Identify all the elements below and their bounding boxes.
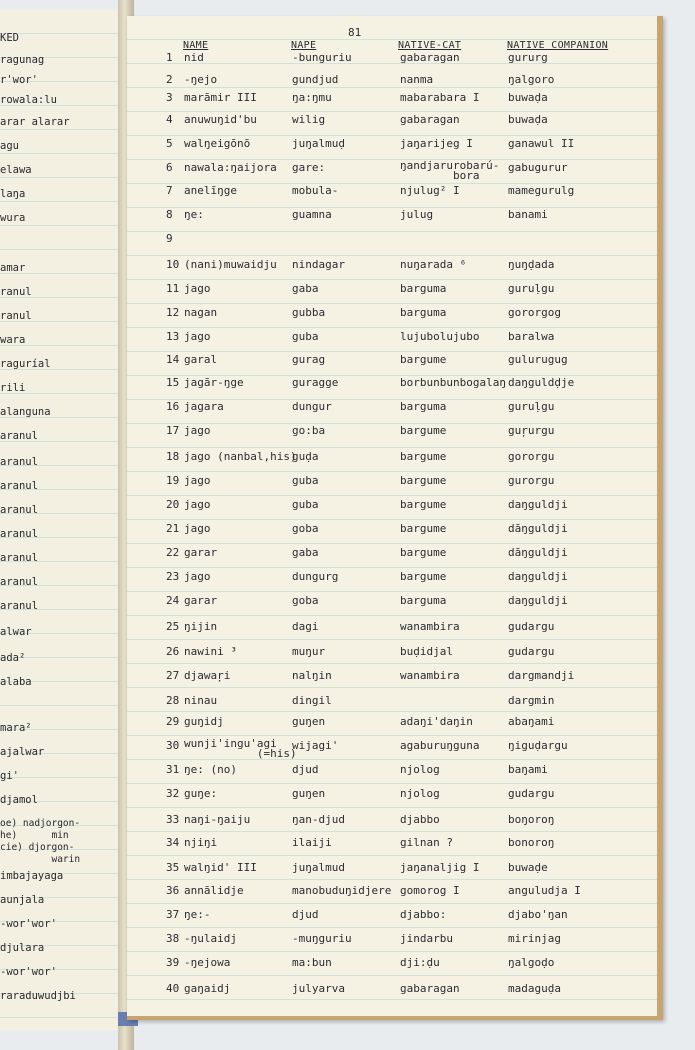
nape-cell: muŋur xyxy=(292,645,326,658)
name-cell: jago xyxy=(184,474,211,487)
native-companion-cell: gororgu xyxy=(508,450,555,463)
table-row xyxy=(0,232,695,252)
table-row xyxy=(0,763,695,783)
table-row xyxy=(0,91,695,111)
row-number: 27 xyxy=(166,669,180,682)
name-cell: garal xyxy=(184,353,218,366)
name-cell: walŋid' III xyxy=(184,861,257,874)
row-number: 39 xyxy=(166,956,180,969)
table-row xyxy=(0,836,695,856)
left-page-word: aranul xyxy=(0,552,38,564)
name-cell: nagan xyxy=(184,306,218,319)
table-row xyxy=(0,498,695,518)
row-number: 6 xyxy=(166,161,173,174)
table-row xyxy=(0,522,695,542)
left-page-word: aranul xyxy=(0,430,38,442)
left-page-word: agu xyxy=(0,140,19,152)
native-companion-cell: bonoroŋ xyxy=(508,836,555,849)
nape-cell: goba xyxy=(292,522,319,535)
native-companion-cell: ŋiguḍargu xyxy=(508,739,568,752)
nape-cell: djud xyxy=(292,908,319,921)
left-page-word: arar alarar xyxy=(0,116,70,128)
native-cat-cell: barguma xyxy=(400,594,447,607)
nape-cell: julyarva xyxy=(292,982,345,995)
name-cell: -ŋejowa xyxy=(184,956,231,969)
table-row xyxy=(0,113,695,133)
table-row xyxy=(0,450,695,470)
row-number: 21 xyxy=(166,522,180,535)
name-cell: jago xyxy=(184,570,211,583)
native-companion-cell: gororgog xyxy=(508,306,561,319)
nape-cell: guragge xyxy=(292,376,339,389)
left-page-word: aranul xyxy=(0,600,38,612)
row-number: 19 xyxy=(166,474,180,487)
name-cell: djawaŗi xyxy=(184,669,231,682)
nape-cell: ilaiji xyxy=(292,836,332,849)
nape-cell: juŋalmud xyxy=(292,861,345,874)
nape-cell: guba xyxy=(292,330,319,343)
row-number: 25 xyxy=(166,620,180,633)
native-companion-cell: ŋuŋḍada xyxy=(508,258,555,271)
nape-cell: manobuduŋidjere xyxy=(292,884,392,897)
native-cat-cell: njulug² I xyxy=(400,184,460,197)
row-number: 12 xyxy=(166,306,180,319)
name-cell: (nani)muwaidju xyxy=(184,258,277,271)
nape-cell: guŋen xyxy=(292,787,326,800)
name-cell: jago xyxy=(184,522,211,535)
native-cat-cell: djabbo: xyxy=(400,908,447,921)
row-number: 16 xyxy=(166,400,180,413)
row-number: 7 xyxy=(166,184,173,197)
row-number: 33 xyxy=(166,813,180,826)
name-cell: anelīŋge xyxy=(184,184,237,197)
row-number: 37 xyxy=(166,908,180,921)
table-row xyxy=(0,282,695,302)
left-page-word: alaba xyxy=(0,676,32,688)
native-companion-cell: gabugurur xyxy=(508,161,568,174)
native-cat-cell: ŋandjarurobarú- bora xyxy=(400,159,500,182)
table-row xyxy=(0,956,695,976)
left-page-word: aranul xyxy=(0,576,38,588)
native-cat-cell: djabbo xyxy=(400,813,440,826)
name-cell: wunji'ingu'agi (=his) xyxy=(184,737,297,760)
name-cell: -ŋulaidj xyxy=(184,932,237,945)
left-page-word: -wor'wor' xyxy=(0,966,57,978)
table-row xyxy=(0,739,695,759)
name-cell: njiŋi xyxy=(184,836,218,849)
left-page-word: aranul xyxy=(0,504,38,516)
left-page-word: wara xyxy=(0,334,26,346)
left-page-word: -wor'wor' xyxy=(0,918,57,930)
native-companion-cell: gudargu xyxy=(508,787,555,800)
native-cat-cell: bargume xyxy=(400,570,447,583)
native-cat-cell: jaŋanaljig I xyxy=(400,861,480,874)
native-companion-cell: madaguḍa xyxy=(508,982,561,995)
native-cat-cell: nanma xyxy=(400,73,434,86)
row-number: 26 xyxy=(166,645,180,658)
native-companion-cell: buwaḍa xyxy=(508,91,548,104)
left-page-word: imbajayaga xyxy=(0,870,64,882)
left-page-word: mara² xyxy=(0,722,32,734)
left-page-word: alwar xyxy=(0,626,32,638)
table-row xyxy=(0,208,695,228)
name-cell: jago xyxy=(184,498,211,511)
name-cell: guŋe: xyxy=(184,787,218,800)
left-page-word: raguríal xyxy=(0,358,51,370)
table-row xyxy=(0,353,695,373)
native-companion-cell: dāŋguldji xyxy=(508,546,568,559)
row-number: 8 xyxy=(166,208,173,221)
native-cat-cell: nuŋarada ⁶ xyxy=(400,258,467,271)
native-companion-cell: guruḷgu xyxy=(508,400,555,413)
row-number: 35 xyxy=(166,861,180,874)
native-companion-cell: mamegurulg xyxy=(508,184,575,197)
nape-cell: gaba xyxy=(292,546,319,559)
row-number: 20 xyxy=(166,498,180,511)
table-row xyxy=(0,258,695,278)
native-companion-cell: anguludja I xyxy=(508,884,581,897)
table-row xyxy=(0,73,695,93)
row-number: 13 xyxy=(166,330,180,343)
table-row xyxy=(0,861,695,881)
left-page-word: rili xyxy=(0,382,26,394)
native-companion-cell: daŋguldji xyxy=(508,570,568,583)
nape-cell: nalŋin xyxy=(292,669,332,682)
name-cell: guŋidj xyxy=(184,715,224,728)
name-cell: -ŋejo xyxy=(184,73,218,86)
table-row xyxy=(0,570,695,590)
native-companion-cell: mirinjag xyxy=(508,932,561,945)
name-cell: jago xyxy=(184,282,211,295)
table-row xyxy=(0,669,695,689)
name-cell: garar xyxy=(184,594,218,607)
row-number: 40 xyxy=(166,982,180,995)
native-cat-cell: barguma xyxy=(400,400,447,413)
native-cat-cell: wanambira xyxy=(400,669,460,682)
name-cell: nawala:ŋaijora xyxy=(184,161,277,174)
native-cat-cell: gabaragan xyxy=(400,113,460,126)
nape-cell: gurag xyxy=(292,353,326,366)
table-row xyxy=(0,306,695,326)
name-cell: jago xyxy=(184,330,211,343)
row-number: 29 xyxy=(166,715,180,728)
native-companion-cell: djabo'ŋan xyxy=(508,908,568,921)
native-companion-cell: gururg xyxy=(508,51,548,64)
nape-cell: gubba xyxy=(292,306,326,319)
name-cell: anuwuŋid'bu xyxy=(184,113,257,126)
nape-cell: guḍa xyxy=(292,450,319,463)
table-row xyxy=(0,474,695,494)
row-number: 5 xyxy=(166,137,173,150)
name-cell: gaŋaidj xyxy=(184,982,231,995)
nape-cell: gundjud xyxy=(292,73,339,86)
native-companion-cell: banami xyxy=(508,208,548,221)
row-number: 34 xyxy=(166,836,180,849)
name-cell: jagār-ŋge xyxy=(184,376,244,389)
nape-cell: dagi xyxy=(292,620,319,633)
left-page-word: ada² xyxy=(0,652,26,664)
name-cell: jagara xyxy=(184,400,224,413)
left-page-word: aunjala xyxy=(0,894,45,906)
native-companion-cell: daŋguldji xyxy=(508,498,568,511)
native-cat-cell: barguma xyxy=(400,306,447,319)
native-cat-cell: mabarabara I xyxy=(400,91,480,104)
nape-cell: go:ba xyxy=(292,424,326,437)
row-number: 31 xyxy=(166,763,180,776)
header-name: NAME xyxy=(183,40,209,51)
nape-cell: dungurg xyxy=(292,570,339,583)
table-row xyxy=(0,376,695,396)
table-row xyxy=(0,787,695,807)
table-row xyxy=(0,932,695,952)
row-number: 9 xyxy=(166,232,173,245)
native-companion-cell: dargmandji xyxy=(508,669,575,682)
left-page-word: ajalwar xyxy=(0,746,45,758)
native-cat-cell: jindarbu xyxy=(400,932,453,945)
left-page-word: aranul xyxy=(0,456,38,468)
native-cat-cell: dji:ḍu xyxy=(400,956,440,969)
native-companion-cell: boŋoroŋ xyxy=(508,813,555,826)
nape-cell: guba xyxy=(292,498,319,511)
table-row xyxy=(0,982,695,1002)
native-companion-cell: daŋguldḍje xyxy=(508,376,575,389)
native-cat-cell: lujubolujubo xyxy=(400,330,480,343)
nape-cell: wilig xyxy=(292,113,326,126)
native-companion-cell: guŗurgu xyxy=(508,424,555,437)
left-page-word: raraduwudjbi xyxy=(0,990,76,1002)
native-companion-cell: ganawul II xyxy=(508,137,575,150)
name-cell: ninau xyxy=(184,694,218,707)
nape-cell: goba xyxy=(292,594,319,607)
left-page-word: ranul xyxy=(0,286,32,298)
native-cat-cell: bargume xyxy=(400,424,447,437)
left-page-word: r'wor' xyxy=(0,74,38,86)
name-cell: garar xyxy=(184,546,218,559)
native-cat-cell: gabaragan xyxy=(400,982,460,995)
name-cell: nid xyxy=(184,51,204,64)
native-companion-cell: dāŋguldji xyxy=(508,522,568,535)
native-cat-cell: bargume xyxy=(400,522,447,535)
row-number: 24 xyxy=(166,594,180,607)
name-cell: ŋe: xyxy=(184,208,204,221)
table-row xyxy=(0,330,695,350)
row-number: 10 xyxy=(166,258,180,271)
table-row xyxy=(0,424,695,444)
left-page-word: gi' xyxy=(0,770,19,782)
nape-cell: gaba xyxy=(292,282,319,295)
nape-cell: mobula- xyxy=(292,184,339,197)
native-companion-cell: gurorgu xyxy=(508,474,555,487)
nape-cell: dingil xyxy=(292,694,332,707)
name-cell: marāmir III xyxy=(184,91,257,104)
native-cat-cell: barguma xyxy=(400,282,447,295)
row-number: 22 xyxy=(166,546,180,559)
left-page-word: KED xyxy=(0,32,19,44)
page-number: 81 xyxy=(348,26,362,39)
nape-cell: nindagar xyxy=(292,258,345,271)
native-cat-cell: julug xyxy=(400,208,434,221)
native-companion-cell: ŋalgoro xyxy=(508,73,555,86)
left-page-word: elawa xyxy=(0,164,32,176)
nape-cell: guamna xyxy=(292,208,332,221)
native-companion-cell: baŋami xyxy=(508,763,548,776)
left-page-word: oe) nadjorgon- he) min cie) djorgon- warin xyxy=(0,818,81,865)
native-cat-cell: gomorog I xyxy=(400,884,460,897)
left-page-word: alanguna xyxy=(0,406,51,418)
row-number: 2 xyxy=(166,73,173,86)
left-page-word: djulara xyxy=(0,942,45,954)
table-row xyxy=(0,645,695,665)
header-nape: NAPE xyxy=(291,40,317,51)
table-row xyxy=(0,51,695,71)
native-cat-cell: bargume xyxy=(400,474,447,487)
left-page-word: aranul xyxy=(0,528,38,540)
name-cell: jago xyxy=(184,424,211,437)
table-row xyxy=(0,813,695,833)
native-companion-cell: gulurugug xyxy=(508,353,568,366)
row-number: 38 xyxy=(166,932,180,945)
table-row xyxy=(0,184,695,204)
row-number: 23 xyxy=(166,570,180,583)
native-cat-cell: gilnan ? xyxy=(400,836,453,849)
row-number: 14 xyxy=(166,353,180,366)
table-row xyxy=(0,161,695,181)
left-page-word: rowala:lu xyxy=(0,94,57,106)
table-row xyxy=(0,715,695,735)
row-number: 15 xyxy=(166,376,180,389)
native-cat-cell: borbunbunbogalaŋ xyxy=(400,376,506,389)
left-page-word: laŋa xyxy=(0,188,26,200)
row-number: 4 xyxy=(166,113,173,126)
left-page-word: ranul xyxy=(0,310,32,322)
table-row xyxy=(0,908,695,928)
native-companion-cell: buwaḍa xyxy=(508,113,548,126)
nape-cell: -bunguriu xyxy=(292,51,352,64)
native-cat-cell: agaburuŋguna xyxy=(400,739,480,752)
name-cell: ŋe: (no) xyxy=(184,763,237,776)
native-companion-cell: ŋalgoḍo xyxy=(508,956,555,969)
native-companion-cell: gudargu xyxy=(508,645,555,658)
nape-cell: ŋan-djud xyxy=(292,813,345,826)
name-cell: annālidje xyxy=(184,884,244,897)
table-row xyxy=(0,137,695,157)
native-cat-cell: jaŋarijeg I xyxy=(400,137,473,150)
nape-cell: djud xyxy=(292,763,319,776)
row-number: 1 xyxy=(166,51,173,64)
left-page-word: wura xyxy=(0,212,26,224)
row-number: 32 xyxy=(166,787,180,800)
native-companion-cell: guruḷgu xyxy=(508,282,555,295)
native-cat-cell: bargume xyxy=(400,353,447,366)
name-cell: nawini ³ xyxy=(184,645,237,658)
nape-cell: dungur xyxy=(292,400,332,413)
nape-cell: ma:bun xyxy=(292,956,332,969)
nape-cell: -muŋguriu xyxy=(292,932,352,945)
row-number: 17 xyxy=(166,424,180,437)
table-row xyxy=(0,620,695,640)
nape-cell: guba xyxy=(292,474,319,487)
native-cat-cell: bargume xyxy=(400,450,447,463)
native-companion-cell: abaŋami xyxy=(508,715,555,728)
native-cat-cell: wanambira xyxy=(400,620,460,633)
nape-cell: wijagi' xyxy=(292,739,339,752)
nape-cell: ŋa:ŋmu xyxy=(292,91,332,104)
native-cat-cell: bargume xyxy=(400,498,447,511)
row-number: 28 xyxy=(166,694,180,707)
nape-cell: juŋalmuḍ xyxy=(292,137,345,150)
left-page-word: ragunag xyxy=(0,54,45,66)
table-row xyxy=(0,884,695,904)
table-row xyxy=(0,594,695,614)
row-number: 18 xyxy=(166,450,180,463)
native-cat-cell: njolog xyxy=(400,787,440,800)
table-row xyxy=(0,694,695,714)
header-native-cat: NATIVE-CAT xyxy=(398,40,462,51)
native-companion-cell: buwaḍe xyxy=(508,861,548,874)
name-cell: ŋe:- xyxy=(184,908,211,921)
left-page-word: amar xyxy=(0,262,26,274)
native-companion-cell: daŋguldji xyxy=(508,594,568,607)
name-cell: walŋeigōnō xyxy=(184,137,251,150)
name-cell: jago (nanbal,his) xyxy=(184,450,297,463)
native-cat-cell: adaŋi'daŋin xyxy=(400,715,473,728)
name-cell: naŋi-ŋaiju xyxy=(184,813,251,826)
row-number: 3 xyxy=(166,91,173,104)
native-cat-cell: gabaragan xyxy=(400,51,460,64)
left-page-word: aranul xyxy=(0,480,38,492)
native-cat-cell: njolog xyxy=(400,763,440,776)
native-cat-cell: bargume xyxy=(400,546,447,559)
native-companion-cell: gudargu xyxy=(508,620,555,633)
table-row xyxy=(0,400,695,420)
native-companion-cell: dargmin xyxy=(508,694,555,707)
native-cat-cell: buḍidjal xyxy=(400,645,453,658)
row-number: 30 xyxy=(166,739,180,752)
row-number: 11 xyxy=(166,282,180,295)
row-number: 36 xyxy=(166,884,180,897)
table-row xyxy=(0,546,695,566)
native-companion-cell: baralwa xyxy=(508,330,555,343)
nape-cell: gare: xyxy=(292,161,326,174)
header-native-companion: NATIVE COMPANION xyxy=(507,40,609,51)
name-cell: ŋijin xyxy=(184,620,218,633)
nape-cell: guŋen xyxy=(292,715,326,728)
left-page-word: djamol xyxy=(0,794,38,806)
